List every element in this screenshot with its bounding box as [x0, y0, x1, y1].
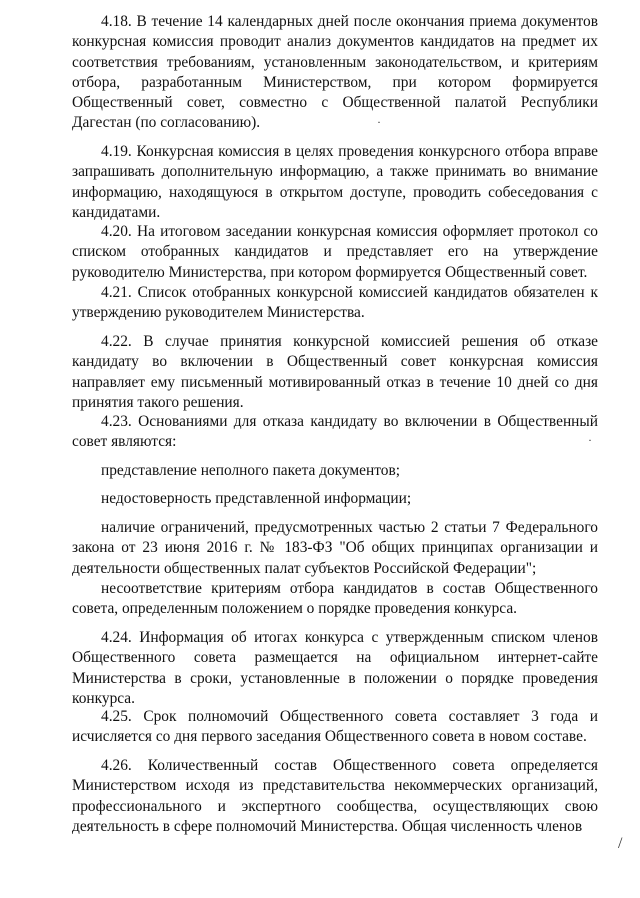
list-item-incomplete-package: представление неполного пакета документов;: [101, 462, 401, 479]
list-item-false-information: недостоверность представленной информации;: [101, 490, 412, 507]
scan-speck: ·: [377, 115, 381, 129]
list-item-criteria-mismatch: несоответствие критериям отбора кандидатов в состав Общественного совета, определенным положением о порядке проведения конкурса.: [72, 580, 598, 618]
paragraph-4-20: 4.20. На итоговом заседании конкурсная комиссия оформляет протокол со списком отобранных кандидатов и представляет его на утверждение руководителю Министерства, при котором формируется Общественный совет.: [72, 223, 598, 281]
paragraph-4-25: 4.25. Срок полномочий Общественного совета составляет 3 года и исчисляется со дня первого заседания Общественного совета в новом составе.: [72, 708, 598, 746]
paragraph-4-21: 4.21. Список отобранных конкурсной комиссией кандидатов обязателен к утверждению руководителем Министерства.: [72, 284, 598, 322]
list-item-legal-restrictions: наличие ограничений, предусмотренных частью 2 статьи 7 Федерального закона от 23 июня 2016 г. № 183-ФЗ "Об общих принципах организации и деятельности общественных палат субъектов Российской Федерации";: [72, 519, 598, 577]
paragraph-4-26: 4.26. Количественный состав Общественного совета определяется Министерством исходя из представительства некоммерческих организаций, профессионального и экспертного сообщества, осуществляющих свою деятельность в сфере полномочий Министерства. Общая численность членов: [72, 757, 598, 835]
paragraph-4-24: 4.24. Информация об итогах конкурса с утвержденным списком членов Общественного совета размещается на официальном интернет-сайте Министерства в сроки, установленные в положении о порядке проведения конкурса.: [72, 629, 598, 707]
paragraph-4-19: 4.19. Конкурсная комиссия в целях проведения конкурсного отбора вправе запрашивать дополнительную информацию, а также принимать во внимание информацию, находящуюся в открытом доступе, проводить собеседования с кандидатами.: [72, 143, 598, 221]
scan-speck: ·: [588, 433, 592, 447]
scan-mark: /: [618, 835, 623, 852]
paragraph-4-23: 4.23. Основаниями для отказа кандидату во включении в Общественный совет являются:: [72, 413, 598, 451]
paragraph-4-18: 4.18. В течение 14 календарных дней после окончания приема документов конкурсная комиссия проводит анализ документов кандидатов на предмет их соответствия требованиям, установленным законодательством, и критериям отбора, разработанным Министерством, при котором формируется Общественный совет, совместно с Общественной палатой Республики Дагестан (по согласованию).: [72, 13, 598, 132]
paragraph-4-22: 4.22. В случае принятия конкурсной комиссией решения об отказе кандидату во включении в Общественный совет конкурсная комиссия направляет ему письменный мотивированный отказ в течение 10 дней со дня принятия такого решения.: [72, 333, 598, 411]
